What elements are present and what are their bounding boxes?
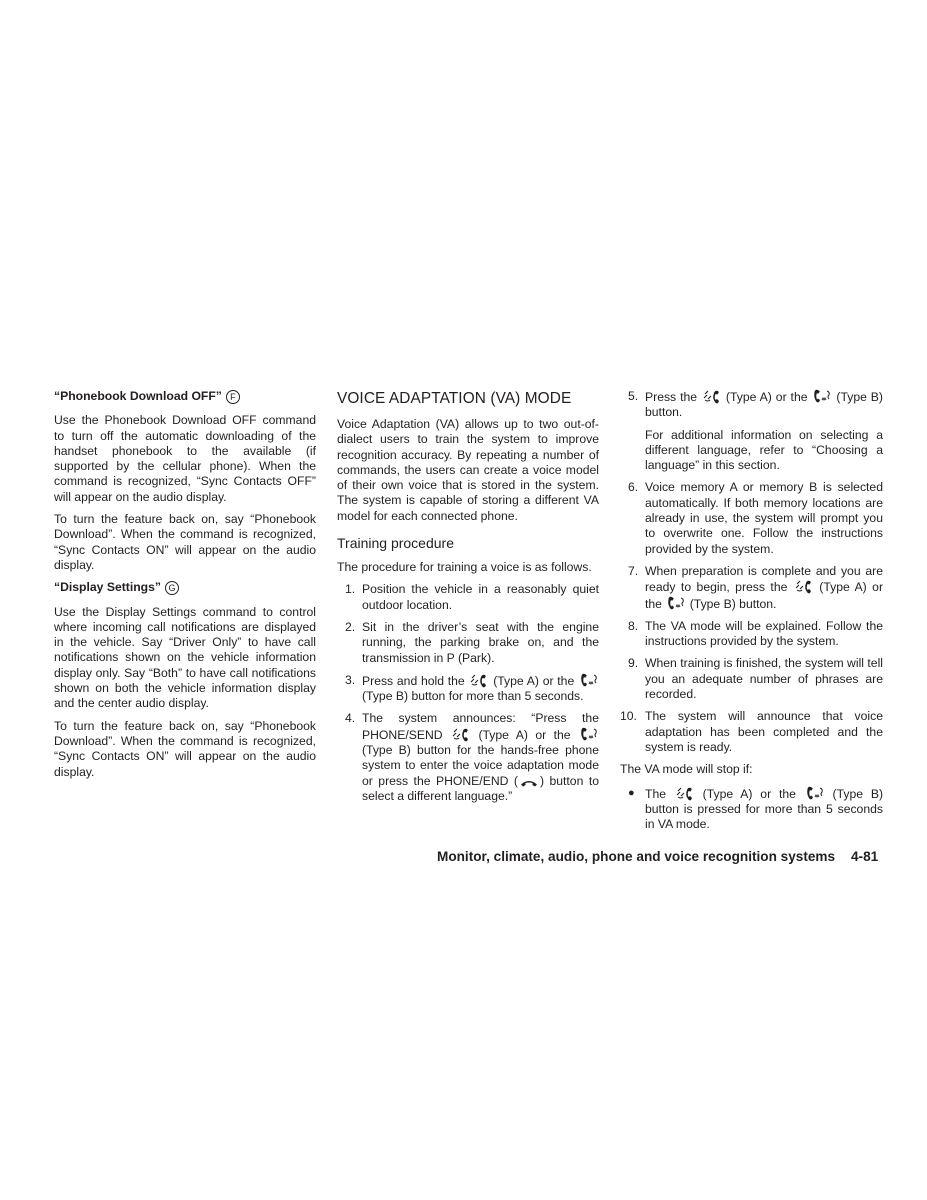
paragraph: To turn the feature back on, say “Phonebook Download”. When the command is recognized, “Sync Contacts ON” will appear on the audio display. (54, 512, 316, 572)
bullet-item (620, 786, 883, 833)
subsection-title: Training procedure (337, 535, 454, 552)
step-number: 9. (628, 656, 639, 671)
heading-label: “Display Settings” (54, 580, 162, 595)
paragraph: Use the Phonebook Download OFF command to turn off the automatic downloading of the handset phonebook to the available (if supported by the cellular phone). When the command is recognized, “Sync Contacts OFF” will appear on the audio display. (54, 413, 316, 504)
talk-phone-type-a-icon (795, 579, 812, 594)
talk-phone-type-b-icon (580, 727, 597, 742)
step-text: Position the vehicle in a reasonably quiet outdoor location. (362, 582, 599, 612)
step-text (645, 389, 883, 421)
section-title: VOICE ADAPTATION (VA) MODE (337, 390, 572, 407)
step-text: Voice memory A or memory B is selected automatically. If both memory locations are already in use, the system will prompt you to overwrite one. Follow the instructions provided by the system. (645, 480, 883, 556)
step-note: For additional information on selecting a different language, refer to “Choosing a language” in this section. (645, 427, 883, 473)
bullet-text (645, 786, 883, 833)
left-column (54, 389, 316, 787)
callout-g-badge: G (165, 581, 179, 595)
talk-phone-type-b-icon (667, 596, 684, 611)
display-settings-heading (54, 580, 316, 595)
list-item (337, 711, 599, 804)
step-text (362, 673, 599, 705)
list-item (620, 389, 883, 421)
paragraph: Voice Adaptation (VA) allows up to two out-of-dialect users to train the system to improve recognition accuracy. By repeating a number of commands, the users can create a voice model of their own voice that is stored in the system. The system is capable of storing a different VA model for each connected phone. (337, 417, 599, 523)
text-run: When preparation is complete and you are ready to begin, press the (645, 563, 883, 595)
step-text: When training is finished, the system will tell you an adequate number of phrases are recorded. (645, 656, 883, 702)
bullet-dot-icon: ● (628, 786, 635, 799)
list-item (620, 619, 883, 650)
step-text (645, 564, 883, 612)
section-footer: Monitor, climate, audio, phone and voice recognition systems (437, 849, 836, 864)
step-text (362, 711, 599, 804)
step-number: 6. (628, 480, 639, 495)
page-number: 4-81 (851, 849, 879, 864)
step-number: 8. (628, 618, 639, 633)
text-run: (Type A) or the (645, 580, 883, 611)
step-text: Sit in the driver’s seat with the engine running, the parking brake on, and the transmission in P (Park). (362, 619, 599, 665)
step-text: The VA mode will be explained. Follow the instructions provided by the system. (645, 618, 883, 649)
list-item (620, 564, 883, 612)
list-item (620, 709, 883, 755)
list-item (620, 480, 883, 556)
text-run: (Type A) or the (493, 673, 575, 688)
text-run: (Type B) button. (689, 596, 777, 611)
phonebook-download-off-heading (54, 389, 316, 404)
step-number: 7. (628, 563, 639, 578)
right-column (620, 389, 883, 832)
text-run: The (645, 786, 667, 801)
middle-column (337, 389, 599, 811)
text-run: (Type A) or the (702, 786, 796, 801)
list-item (620, 656, 883, 702)
talk-phone-type-a-icon (703, 389, 720, 404)
step-number: 5. (628, 389, 639, 403)
text-run: (Type A) or the (725, 390, 808, 404)
step-number: 10. (620, 709, 637, 724)
callout-f-badge: F (226, 390, 240, 404)
text-run: (Type B) button is pressed for more than 5 seconds in VA mode. (645, 786, 884, 832)
paragraph: Use the Display Settings command to control where incoming call notifications are displayed in the vehicle. Say “Driver Only” to have call notifications shown on the vehicle information display only. Say “Both” to have call notifications shown on both the vehicle information display and the center audio display. (54, 604, 316, 711)
text-run: (Type B) button for more than 5 seconds. (362, 689, 584, 704)
heading-label: “Phonebook Download OFF” (54, 389, 222, 403)
paragraph: The procedure for training a voice is as follows. (337, 560, 592, 575)
talk-phone-type-b-icon (813, 389, 830, 404)
list-item (337, 582, 599, 613)
paragraph: The VA mode will stop if: (620, 762, 753, 777)
talk-phone-type-b-icon (580, 673, 597, 688)
step-text: The system will announce that voice adaptation has been completed and the system is ready. (645, 709, 883, 754)
talk-phone-type-a-icon (452, 727, 469, 742)
text-run: (Type A) or the (478, 727, 571, 742)
text-run: Press and hold the (362, 673, 465, 688)
talk-phone-type-a-icon (676, 786, 693, 801)
list-item (337, 673, 599, 705)
text-run: (Type B) button. (645, 390, 883, 420)
talk-phone-type-a-icon (470, 673, 487, 688)
step-number: 3. (345, 672, 356, 687)
step-number: 1. (345, 582, 356, 597)
text-run: The system announces: “Press the PHONE/SEND (362, 711, 599, 742)
text-run: (Type B) button for the hands-free phone system to enter the voice adaptation mode or press the PHONE/END ( (362, 743, 599, 788)
paragraph: To turn the feature back on, say “Phonebook Download”. When the command is recognized, “Sync Contacts ON” will appear on the audio display. (54, 718, 316, 779)
step-number: 4. (345, 711, 356, 726)
step-number: 2. (345, 619, 356, 634)
list-item (337, 620, 599, 666)
text-run: ) button to select a different language.” (362, 773, 599, 803)
phone-end-icon (520, 777, 538, 788)
talk-phone-type-b-icon (806, 786, 823, 801)
text-run: Press the (645, 390, 698, 404)
